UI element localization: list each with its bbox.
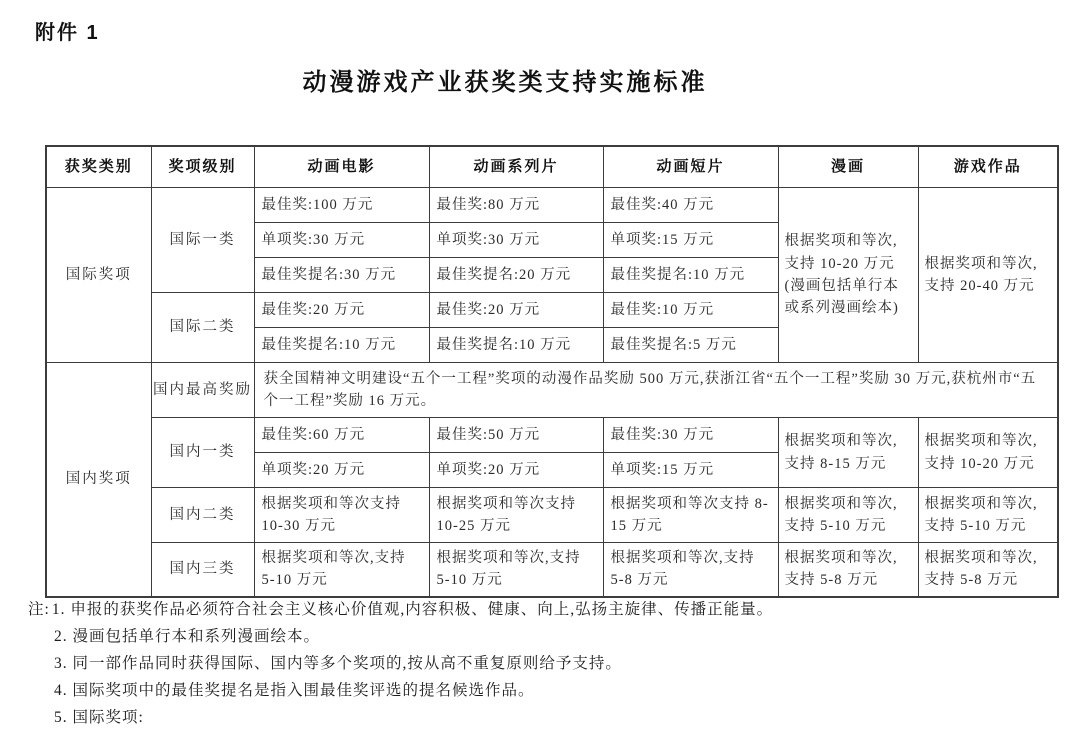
note-text: 1. 申报的获奖作品必须符合社会主义核心价值观,内容积极、健康、向上,弘扬主旋律、传播正能量。 [51, 601, 774, 618]
cell-dom1-series-best: 最佳奖:50 万元 [429, 418, 603, 453]
col-header-award-level: 奖项级别 [151, 146, 254, 188]
note-line-1 [28, 596, 1058, 623]
cell-domestic-top-text: 获全国精神文明建设“五个一工程”奖项的动漫作品奖励 500 万元,获浙江省“五个一工程”奖励 30 万元,获杭州市“五个一工程”奖励 16 万元。 [254, 363, 1058, 418]
cell-level-domestic-top: 国内最高奖励 [151, 363, 254, 418]
cell-level-intl2: 国际二类 [151, 293, 254, 363]
cell-intl1-short-best: 最佳奖:40 万元 [603, 188, 778, 223]
cell-dom2-series: 根据奖项和等次支持 10-25 万元 [429, 488, 603, 543]
cell-dom1-film-single: 单项奖:20 万元 [254, 453, 429, 488]
cell-intl-comic: 根据奖项和等次,支持 10-20 万元(漫画包括单行本或系列漫画绘本) [778, 188, 918, 363]
cell-intl1-series-best: 最佳奖:80 万元 [429, 188, 603, 223]
note-line-2: 2. 漫画包括单行本和系列漫画绘本。 [54, 628, 321, 645]
cell-category-domestic: 国内奖项 [46, 363, 151, 597]
note-line-5: 5. 国际奖项: [54, 709, 144, 726]
award-standards-table [45, 145, 1059, 598]
table-row [46, 543, 1058, 597]
cell-level-dom1: 国内一类 [151, 418, 254, 488]
cell-dom1-game: 根据奖项和等次,支持 10-20 万元 [918, 418, 1058, 488]
cell-intl1-short-single: 单项奖:15 万元 [603, 223, 778, 258]
cell-dom1-film-best: 最佳奖:60 万元 [254, 418, 429, 453]
cell-intl-game: 根据奖项和等次,支持 20-40 万元 [918, 188, 1058, 363]
cell-dom2-film: 根据奖项和等次支持 10-30 万元 [254, 488, 429, 543]
cell-intl2-series-nomination: 最佳奖提名:10 万元 [429, 328, 603, 363]
col-header-game: 游戏作品 [918, 146, 1058, 188]
cell-level-dom2: 国内二类 [151, 488, 254, 543]
col-header-comic: 漫画 [778, 146, 918, 188]
cell-intl2-short-best: 最佳奖:10 万元 [603, 293, 778, 328]
cell-intl1-film-nomination: 最佳奖提名:30 万元 [254, 258, 429, 293]
header-row [46, 146, 1058, 188]
col-header-animated-film: 动画电影 [254, 146, 429, 188]
notes-prefix: 注: [28, 601, 50, 618]
notes-section [28, 596, 1058, 731]
cell-level-intl1: 国际一类 [151, 188, 254, 293]
col-header-animated-short: 动画短片 [603, 146, 778, 188]
cell-intl1-short-nomination: 最佳奖提名:10 万元 [603, 258, 778, 293]
cell-dom2-short: 根据奖项和等次支持 8-15 万元 [603, 488, 778, 543]
cell-dom2-comic: 根据奖项和等次,支持 5-10 万元 [778, 488, 918, 543]
cell-dom3-series: 根据奖项和等次,支持 5-10 万元 [429, 543, 603, 597]
cell-dom1-short-single: 单项奖:15 万元 [603, 453, 778, 488]
col-header-animated-series: 动画系列片 [429, 146, 603, 188]
page-title: 动漫游戏产业获奖类支持实施标准 [302, 69, 708, 96]
cell-intl1-film-best: 最佳奖:100 万元 [254, 188, 429, 223]
table-row [46, 488, 1058, 543]
cell-dom3-film: 根据奖项和等次,支持 5-10 万元 [254, 543, 429, 597]
cell-intl2-film-best: 最佳奖:20 万元 [254, 293, 429, 328]
cell-dom1-short-best: 最佳奖:30 万元 [603, 418, 778, 453]
attachment-label: 附件 1 [35, 22, 100, 44]
col-header-award-category: 获奖类别 [46, 146, 151, 188]
cell-level-dom3: 国内三类 [151, 543, 254, 597]
cell-dom3-comic: 根据奖项和等次,支持 5-8 万元 [778, 543, 918, 597]
note-line-3: 3. 同一部作品同时获得国际、国内等多个奖项的,按从高不重复原则给予支持。 [54, 655, 622, 672]
cell-intl2-film-nomination: 最佳奖提名:10 万元 [254, 328, 429, 363]
cell-intl1-series-nomination: 最佳奖提名:20 万元 [429, 258, 603, 293]
cell-dom3-short: 根据奖项和等次,支持 5-8 万元 [603, 543, 778, 597]
cell-intl1-series-single: 单项奖:30 万元 [429, 223, 603, 258]
table-row [46, 418, 1058, 453]
table-row [46, 188, 1058, 223]
cell-intl2-short-nomination: 最佳奖提名:5 万元 [603, 328, 778, 363]
cell-intl2-series-best: 最佳奖:20 万元 [429, 293, 603, 328]
cell-dom3-game: 根据奖项和等次,支持 5-8 万元 [918, 543, 1058, 597]
cell-dom1-series-single: 单项奖:20 万元 [429, 453, 603, 488]
table-row [46, 363, 1058, 418]
cell-intl1-film-single: 单项奖:30 万元 [254, 223, 429, 258]
cell-dom2-game: 根据奖项和等次,支持 5-10 万元 [918, 488, 1058, 543]
cell-category-international: 国际奖项 [46, 188, 151, 363]
cell-dom1-comic: 根据奖项和等次,支持 8-15 万元 [778, 418, 918, 488]
note-line-4: 4. 国际奖项中的最佳奖提名是指入围最佳奖评选的提名候选作品。 [54, 682, 535, 699]
